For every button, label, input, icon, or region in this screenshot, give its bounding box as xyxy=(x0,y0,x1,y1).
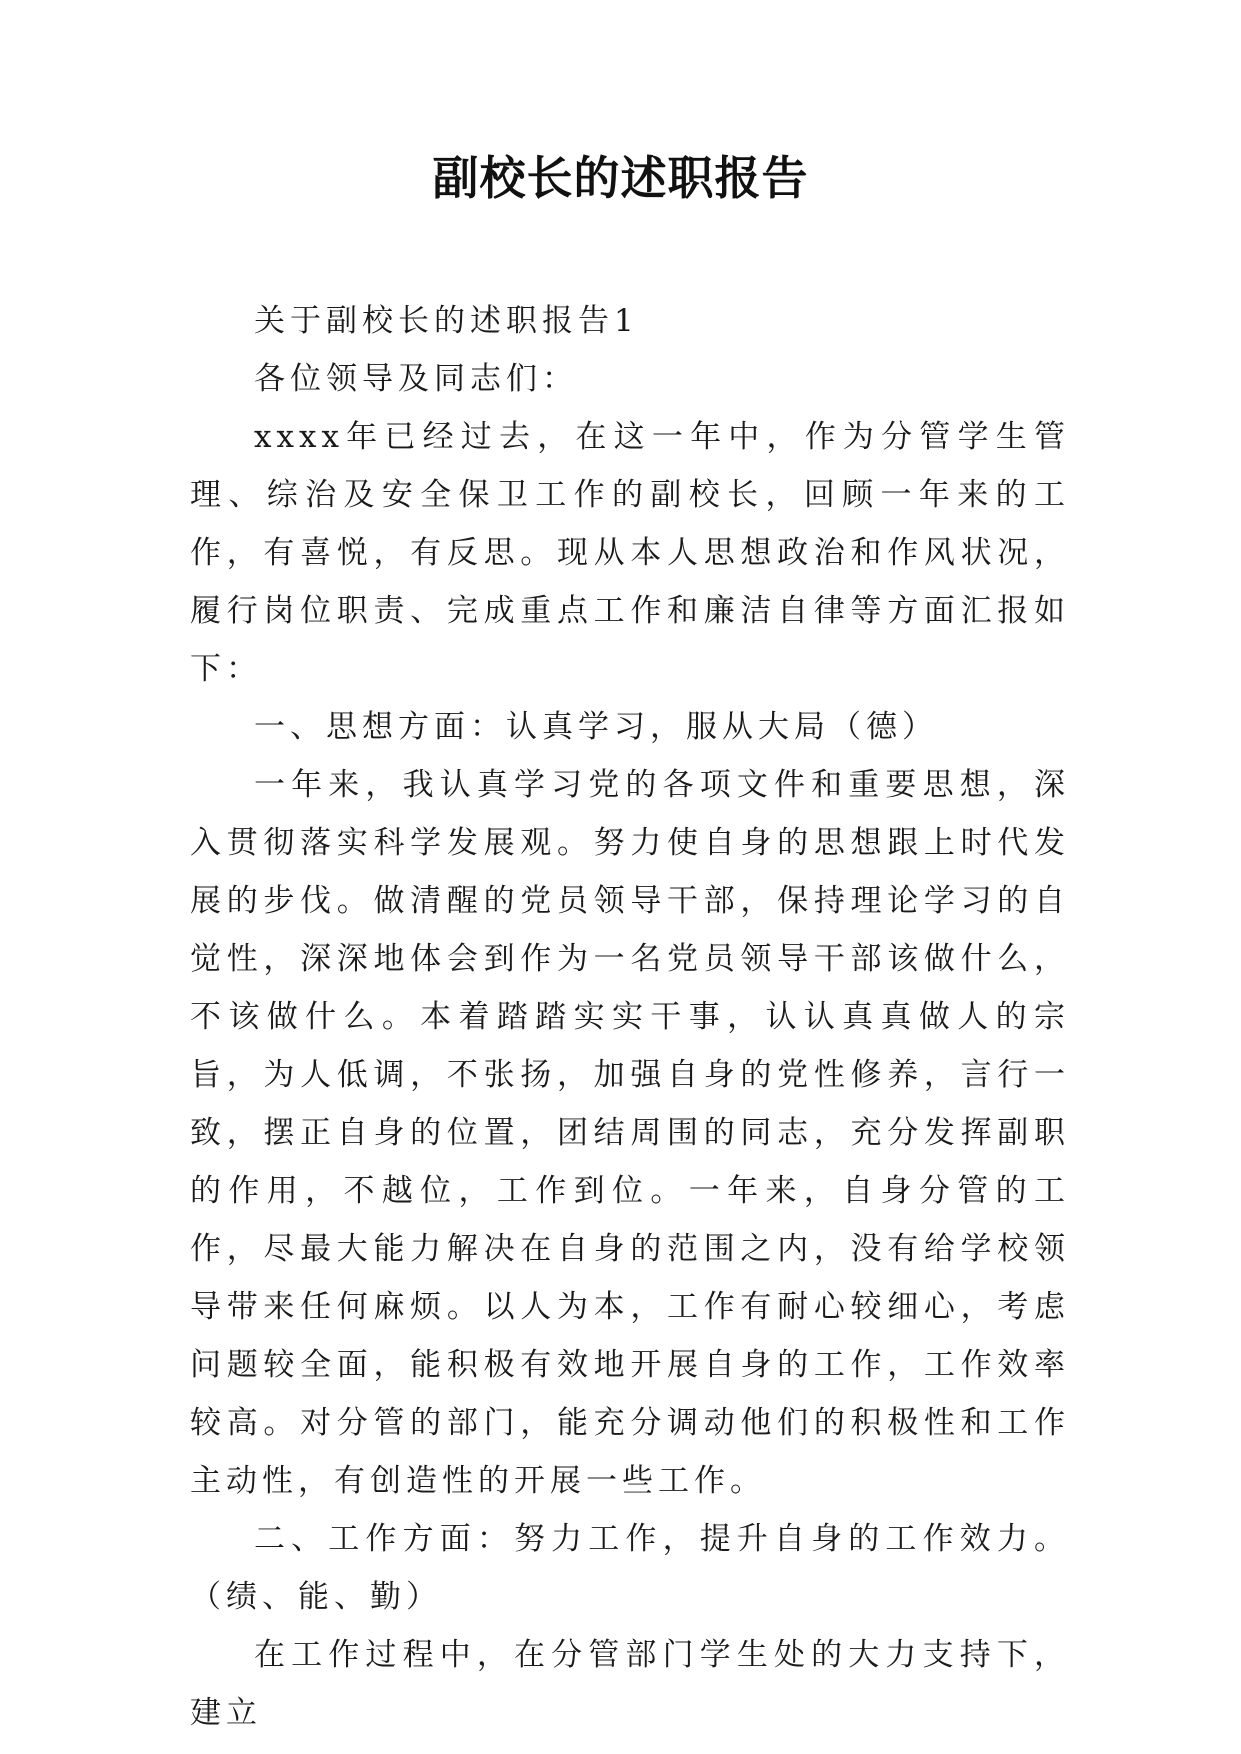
paragraph-report-heading: 关于副校长的述职报告1 xyxy=(254,303,639,339)
paragraph-intro: xxxx年已经过去，在这一年中，作为分管学生管理、综治及安全保卫工作的副校长，回顾一年来的工作，有喜悦，有反思。现从本人思想政治和作风状况，履行岗位职责、完成重点工作和廉洁自律等方面汇报如下： xyxy=(190,419,1070,687)
document-body xyxy=(190,292,1070,1742)
paragraph-section-1-heading: 一、思想方面：认真学习，服从大局（德） xyxy=(254,709,938,745)
paragraph-section-1-body: 一年来，我认真学习党的各项文件和重要思想，深入贯彻落实科学发展观。努力使自身的思想跟上时代发展的步伐。做清醒的党员领导干部，保持理论学习的自觉性，深深地体会到作为一名党员领导干部该做什么，不该做什么。本着踏踏实实干事，认认真真做人的宗旨，为人低调，不张扬，加强自身的党性修养，言行一致，摆正自身的位置，团结周围的同志，充分发挥副职的作用，不越位，工作到位。一年来，自身分管的工作，尽最大能力解决在自身的范围之内，没有给学校领导带来任何麻烦。以人为本，工作有耐心较细心，考虑问题较全面，能积极有效地开展自身的工作，工作效率较高。对分管的部门，能充分调动他们的积极性和工作主动性，有创造性的开展一些工作。 xyxy=(190,767,1070,1499)
paragraph-salutation: 各位领导及同志们： xyxy=(254,361,578,397)
paragraph-section-2-body: 在工作过程中，在分管部门学生处的大力支持下，建立 xyxy=(190,1637,1070,1731)
document-title: 副校长的述职报告 xyxy=(432,151,809,205)
paragraph-section-2-heading: 二、工作方面：努力工作，提升自身的工作效力。（绩、能、勤） xyxy=(190,1521,1070,1615)
